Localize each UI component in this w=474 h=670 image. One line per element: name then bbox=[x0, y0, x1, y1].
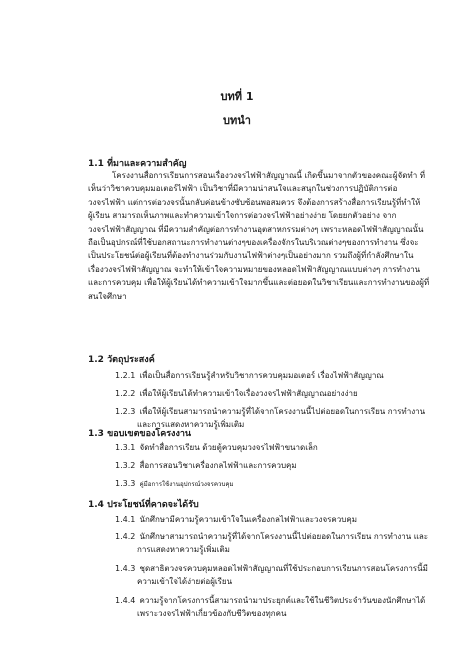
item-text: เพื่อให้ผู้เรียนสามารถนำความรู้ที่ได้จากโครงงานนี้ไปต่อยอดในการเรียน การทำงาน bbox=[139, 407, 426, 416]
paragraph-line: วงจรไฟฟ้าสัญญาณ ที่มีความสำคัญต่อการทำงานอุตสาหกรรมต่างๆ เพราะหลอดไฟฟ้าสัญญาณนั้น bbox=[88, 224, 424, 234]
item-number: 1.4.3 bbox=[115, 564, 136, 573]
item-number: 1.2.1 bbox=[115, 371, 136, 380]
item-text-continued: และการแสดงหาความรู้เพิ่มเติม bbox=[137, 420, 245, 430]
item-text: เพื่อให้ผู้เรียนได้ทำความเข้าใจเรื่องวงจรไฟฟ้าสัญญาณอย่างง่าย bbox=[139, 389, 358, 398]
section-1-1-paragraph bbox=[88, 169, 430, 303]
item-text: คู่มือการใช้งานอุปกรณ์วงจรควบคุม bbox=[139, 481, 234, 488]
list-item bbox=[115, 594, 425, 621]
section-1-2-heading: 1.2 วัตถุประสงค์ bbox=[88, 355, 155, 365]
item-text: เพื่อเป็นสื่อการเรียนรู้สำหรับวิชาการควบคุมมอเตอร์ เรื่องไฟฟ้าสัญญาณ bbox=[139, 371, 384, 380]
paragraph-line: และการควบคุม เพื่อให้ผู้เรียนได้ทำความเข้าใจมากขึ้นและต่อยอดในวิชาเรียนและการทำงานของผู้ที่ bbox=[88, 278, 430, 288]
item-text: นักศึกษามีความรู้ความเข้าใจในเครื่องกลไฟฟ้าและวงจรควบคุม bbox=[139, 515, 357, 524]
item-number: 1.4.2 bbox=[115, 532, 136, 541]
item-text-continued: เพราะวงจรไฟฟ้าเกี่ยวข้องกับชีวิตของทุกคน bbox=[137, 609, 287, 619]
section-1-4-heading: 1.4 ประโยชน์ที่คาดจะได้รับ bbox=[88, 500, 199, 510]
paragraph-line: ผู้เรียน สามารถเห็นภาพและทำความเข้าใจการต่อวงจรไฟฟ้าอย่างง่าย โดยยกตัวอย่าง จาก bbox=[88, 211, 397, 221]
list-item bbox=[115, 387, 358, 400]
section-1-1-heading: 1.1 ที่มาและความสำคัญ bbox=[88, 159, 187, 169]
item-number: 1.3.2 bbox=[115, 461, 136, 470]
paragraph-line: สนใจศึกษา bbox=[88, 291, 127, 301]
paragraph-line: วงจรไฟฟ้า แต่การต่อวงจรนั้นกลับค่อนข้างซับซ้อนพอสมควร จึงต้องการสร้างสื่อการเรียนรู้ที่ทำให้ bbox=[88, 197, 421, 207]
item-number: 1.3.1 bbox=[115, 443, 136, 452]
item-text-continued: การแสดงหาความรู้เพิ่มเติม bbox=[137, 545, 230, 555]
list-item bbox=[115, 441, 318, 454]
item-text: ความรู้จากโครงการนี้สามารถนำมาประยุกต์และใช้ในชีวิตประจำวันของนักศึกษาได้ bbox=[139, 596, 426, 605]
list-item bbox=[115, 369, 384, 382]
item-text: จัดทำสื่อการเรียน ด้วยตู้ควบคุมวงจรไฟฟ้าขนาดเล็ก bbox=[139, 443, 318, 452]
item-text: นักศึกษาสามารถนำความรู้ที่ได้จากโครงงานนี้ไปต่อยอดในการเรียน การทำงาน และ bbox=[139, 532, 429, 541]
list-item bbox=[115, 477, 234, 491]
chapter-title: บทนำ bbox=[223, 114, 251, 127]
item-number: 1.2.3 bbox=[115, 407, 136, 416]
paragraph-line: เห็นว่าวิชาควบคุมมอเตอร์ไฟฟ้า เป็นวิชาที่มีความน่าสนใจและสนุกในช่วงการปฏิบัติการต่อ bbox=[88, 184, 398, 194]
item-number: 1.3.3 bbox=[115, 479, 136, 488]
section-1-3-heading: 1.3 ขอบเขตของโครงงาน bbox=[88, 429, 192, 439]
list-item bbox=[115, 513, 357, 526]
item-text-continued: ความเข้าใจได้ง่ายต่อผู้เรียน bbox=[137, 577, 233, 587]
item-text: สื่อการสอนวิชาเครื่องกลไฟฟ้าและการควบคุม bbox=[139, 461, 297, 470]
item-text: ชุดสาธิตวงจรควบคุมหลอดไฟฟ้าสัญญาณที่ใช้ประกอบการเรียนการสอนโครงการนี้มี bbox=[139, 564, 428, 573]
list-item bbox=[115, 459, 297, 472]
item-number: 1.4.1 bbox=[115, 515, 136, 524]
list-item bbox=[115, 530, 428, 557]
paragraph-line: เป็นประโยชน์ต่อผู้เรียนที่ต้องทำงานร่วมกับงานไฟฟ้าต่างๆเป็นอย่างมาก รวมถึงผู้ที่กำลังศึกษาใน bbox=[88, 251, 414, 261]
item-number: 1.2.2 bbox=[115, 389, 136, 398]
list-item bbox=[115, 562, 428, 589]
chapter-number: บทที่ 1 bbox=[220, 90, 254, 103]
paragraph-line: โครงงานสื่อการเรียนการสอนเรื่องวงจรไฟฟ้าสัญญาณนี้ เกิดขึ้นมาจากตัวของคณะผู้จัดทำ ที่ bbox=[112, 171, 426, 180]
paragraph-line: ถือเป็นอุปกรณ์ที่ใช้บอกสถานะการทำงานต่างๆของเครื่องจักรในบริเวณต่างๆของการทำงาน ซึ่งจะ bbox=[88, 238, 419, 248]
item-number: 1.4.4 bbox=[115, 596, 136, 605]
paragraph-line: เรื่องวงจรไฟฟ้าสัญญาณ จะทำให้เข้าใจความหมายของหลอดไฟฟ้าสัญญาณแบบต่างๆ การทำงาน bbox=[88, 264, 421, 274]
